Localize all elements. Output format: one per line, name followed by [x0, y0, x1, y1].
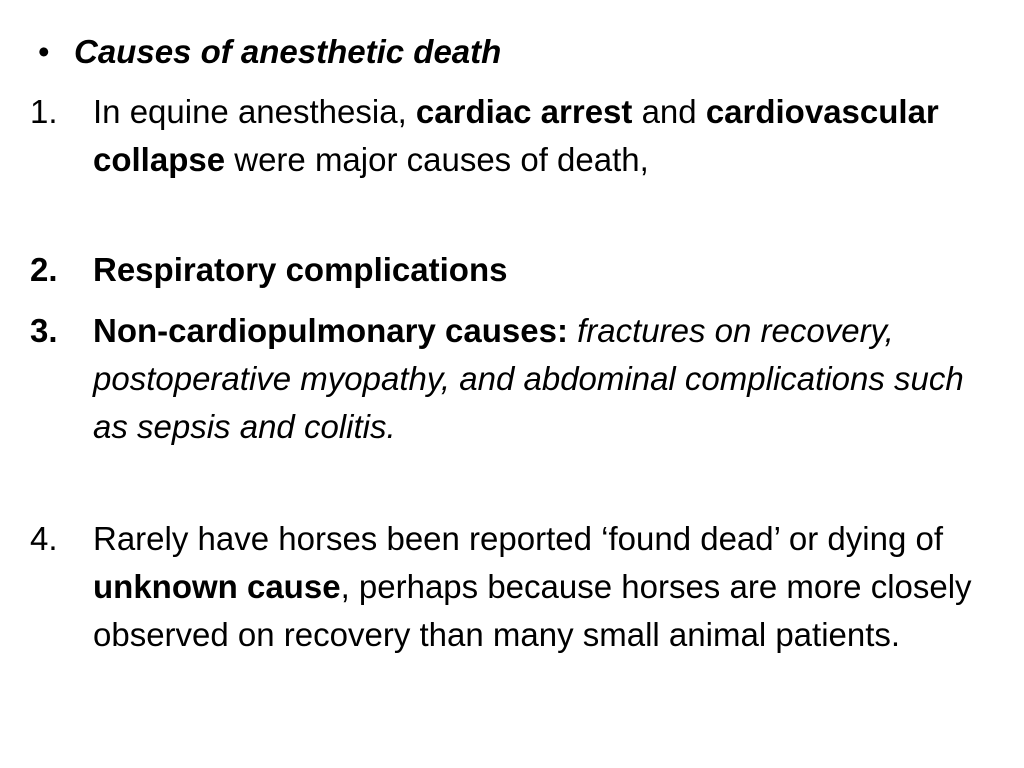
list-item-3-text [93, 307, 973, 451]
cardiac-arrest-term: cardiac arrest [415, 93, 633, 130]
cardiovascular-collapse-term: cardiovascular collapse [93, 93, 939, 178]
list-item-4-part-1: Rarely have horses been reported ‘found dead’ or dying of [93, 520, 943, 557]
list-number-1: 1. [30, 93, 58, 130]
unknown-cause-term: unknown cause [93, 568, 341, 605]
list-item-4-text [93, 515, 973, 659]
non-cardiopulmonary-detail: fractures on recovery, postoperative myopathy, and abdominal complications such as sepsis and colitis. [93, 312, 964, 445]
list-item-1-text [93, 88, 973, 184]
list-number-4: 4. [30, 520, 58, 557]
list-item-1-part-5: were major causes of death, [225, 141, 649, 178]
heading-text: Causes of anesthetic death [74, 33, 502, 70]
list-number-3: 3. [30, 312, 58, 349]
bullet-marker: • [38, 33, 50, 70]
list-item-4-part-3: , perhaps because horses are more closely observed on recovery than many small animal patients. [93, 568, 972, 653]
list-item-2-text: Respiratory complications [93, 251, 508, 288]
non-cardiopulmonary-lead: Non-cardiopulmonary causes: [93, 312, 568, 349]
list-item-1-part-3: and [632, 93, 706, 130]
list-item-1-part-1: In equine anesthesia, [93, 93, 416, 130]
list-number-2: 2. [30, 251, 58, 288]
